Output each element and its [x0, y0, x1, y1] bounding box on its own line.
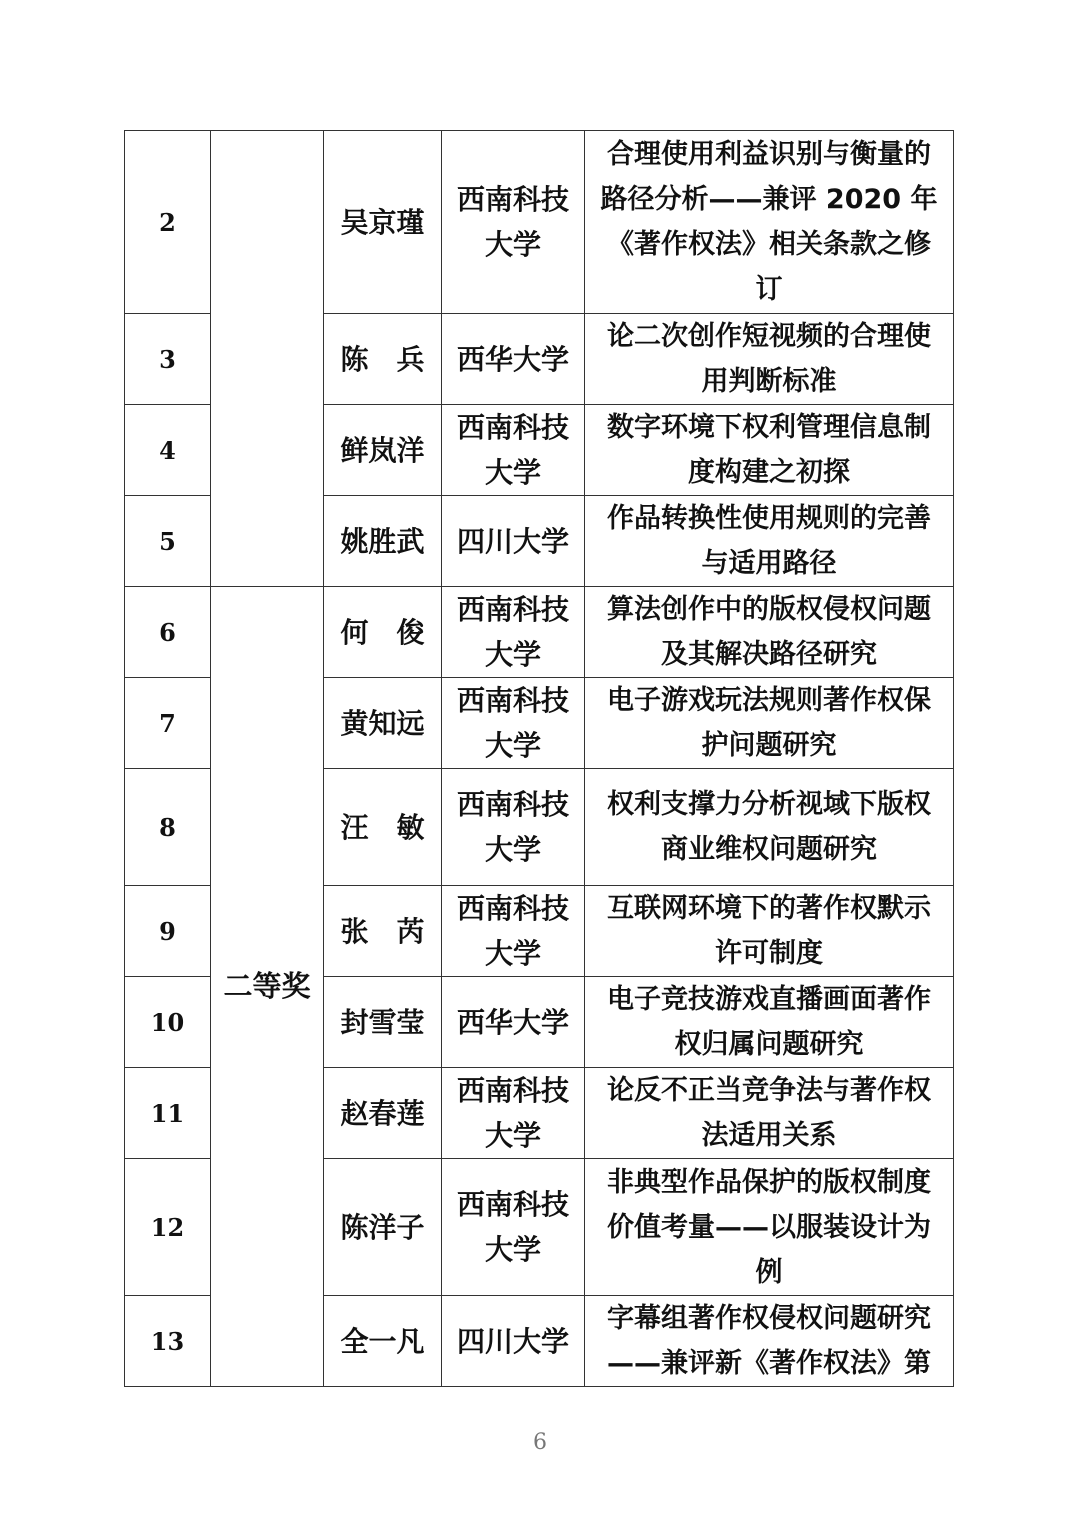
- award-table: [124, 130, 954, 1387]
- school-name: 四川大学: [442, 1296, 585, 1387]
- row-number: 7: [125, 678, 211, 769]
- paper-title: 字幕组著作权侵权问题研究——兼评新《著作权法》第: [585, 1296, 954, 1387]
- paper-title: 数字环境下权利管理信息制度构建之初探: [585, 405, 954, 496]
- winner-name: 黄知远: [324, 678, 442, 769]
- row-number: 13: [125, 1296, 211, 1387]
- paper-title: 论反不正当竞争法与著作权法适用关系: [585, 1068, 954, 1159]
- paper-title: 电子游戏玩法规则著作权保护问题研究: [585, 678, 954, 769]
- table-row: [125, 587, 954, 678]
- winner-name: 封雪莹: [324, 977, 442, 1068]
- paper-title: 电子竞技游戏直播画面著作权归属问题研究: [585, 977, 954, 1068]
- school-name: 西南科技大学: [442, 1068, 585, 1159]
- school-name: 西华大学: [442, 977, 585, 1068]
- paper-title: 论二次创作短视频的合理使用判断标准: [585, 314, 954, 405]
- paper-title: 权利支撑力分析视域下版权商业维权问题研究: [585, 769, 954, 886]
- school-name: 西南科技大学: [442, 678, 585, 769]
- paper-title: 算法创作中的版权侵权问题及其解决路径研究: [585, 587, 954, 678]
- school-name: 西华大学: [442, 314, 585, 405]
- table-row: [125, 131, 954, 314]
- school-name: 西南科技大学: [442, 886, 585, 977]
- winner-name: 汪 敏: [324, 769, 442, 886]
- winner-name: 鲜岚洋: [324, 405, 442, 496]
- row-number: 4: [125, 405, 211, 496]
- row-number: 3: [125, 314, 211, 405]
- winner-name: 张 芮: [324, 886, 442, 977]
- row-number: 6: [125, 587, 211, 678]
- school-name: 西南科技大学: [442, 405, 585, 496]
- row-number: 12: [125, 1159, 211, 1296]
- paper-title: 作品转换性使用规则的完善与适用路径: [585, 496, 954, 587]
- winner-name: 何 俊: [324, 587, 442, 678]
- row-number: 2: [125, 131, 211, 314]
- school-name: 西南科技大学: [442, 769, 585, 886]
- school-name: 西南科技大学: [442, 587, 585, 678]
- winner-name: 姚胜武: [324, 496, 442, 587]
- winner-name: 陈洋子: [324, 1159, 442, 1296]
- winner-name: 赵春莲: [324, 1068, 442, 1159]
- school-name: 四川大学: [442, 496, 585, 587]
- school-name: 西南科技大学: [442, 131, 585, 314]
- row-number: 10: [125, 977, 211, 1068]
- row-number: 9: [125, 886, 211, 977]
- winner-name: 吴京瑾: [324, 131, 442, 314]
- award-tier: 二等奖: [211, 587, 324, 1387]
- school-name: 西南科技大学: [442, 1159, 585, 1296]
- paper-title: 互联网环境下的著作权默示许可制度: [585, 886, 954, 977]
- row-number: 11: [125, 1068, 211, 1159]
- award-tier-cell-blank: [211, 131, 324, 587]
- winner-name: 全一凡: [324, 1296, 442, 1387]
- page-number: 6: [533, 1430, 547, 1455]
- winner-name: 陈 兵: [324, 314, 442, 405]
- row-number: 8: [125, 769, 211, 886]
- row-number: 5: [125, 496, 211, 587]
- paper-title: 合理使用利益识别与衡量的路径分析——兼评 2020 年《著作权法》相关条款之修订: [585, 131, 954, 314]
- paper-title: 非典型作品保护的版权制度价值考量——以服装设计为例: [585, 1159, 954, 1296]
